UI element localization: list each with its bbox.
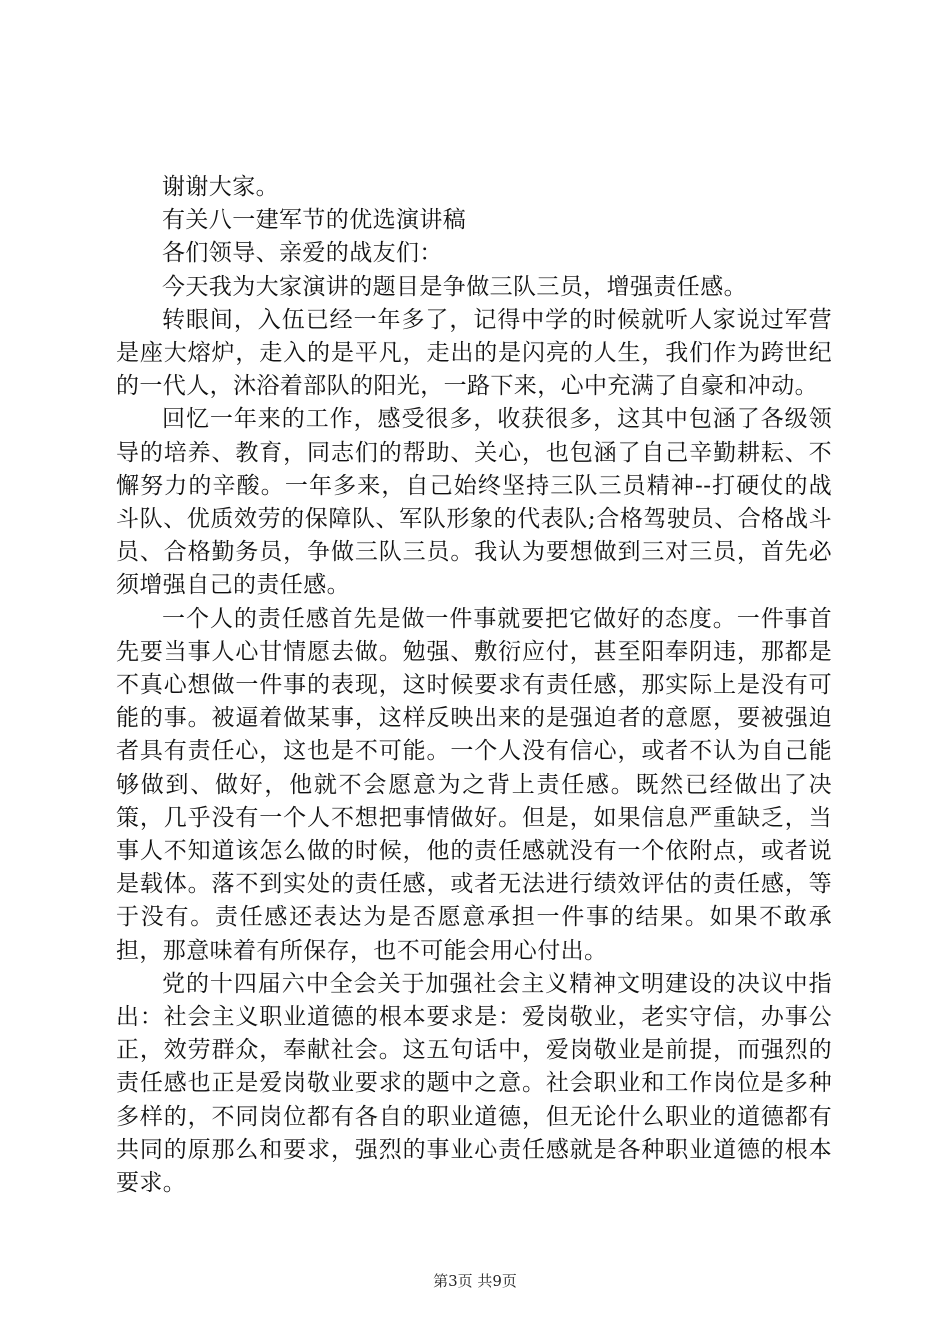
paragraph: 一个人的责任感首先是做一件事就要把它做好的态度。一件事首先要当事人心甘情愿去做。勉强、敷衍应付，甚至阳奉阴违，那都是不真心想做一件事的表现，这时候要求有责任感，那实际上是没有可能的事。被逼着做某事，这样反映出来的是强迫者的意愿，要被强迫者具有责任心，这也是不可能。一个人没有信心，或者不认为自己能够做到、做好，他就不会愿意为之背上责任感。既然已经做出了决策，几乎没有一个人不想把事情做好。但是，如果信息严重缺乏，当事人不知道该怎么做的时候，他的责任感就没有一个依附点，或者说是载体。落不到实处的责任感，或者无法进行绩效评估的责任感，等于没有。责任感还表达为是否愿意承担一件事的结果。如果不敢承担，那意味着有所保存，也不可能会用心付出。 (116, 605, 832, 964)
paragraph: 转眼间，入伍已经一年多了，记得中学的时候就听人家说过军营是座大熔炉，走入的是平凡，走出的是闪亮的人生，我们作为跨世纪的一代人，沐浴着部队的阳光，一路下来，心中充满了自豪和冲动。 (116, 306, 832, 400)
paragraph: 党的十四届六中全会关于加强社会主义精神文明建设的决议中指出：社会主义职业道德的根本要求是：爱岗敬业，老实守信，办事公正，效劳群众，奉献社会。这五句话中，爱岗敬业是前提，而强烈的责任感也正是爱岗敬业要求的题中之意。社会职业和工作岗位是多种多样的，不同岗位都有各自的职业道德，但无论什么职业的道德都有共同的原那么和要求，强烈的事业心责任感就是各种职业道德的根本要求。 (116, 970, 832, 1197)
paragraph: 回忆一年来的工作，感受很多，收获很多，这其中包涵了各级领导的培养、教育，同志们的帮助、关心，也包涵了自己辛勤耕耘、不懈努力的辛酸。一年多来，自己始终坚持三队三员精神--打硬仗的战斗队、优质效劳的保障队、军队形象的代表队;合格驾驶员、合格战斗员、合格勤务员，争做三队三员。我认为要想做到三对三员，首先必须增强自己的责任感。 (116, 406, 832, 599)
paragraph: 谢谢大家。 (162, 174, 279, 200)
page-number-footer: 第3页 共9页 (433, 1272, 517, 1290)
paragraph: 今天我为大家演讲的题目是争做三队三员，增强责任感。 (162, 273, 747, 300)
document-body (116, 171, 832, 1200)
salutation: 各们领导、亲爱的战友们： (162, 240, 443, 267)
speech-title: 有关八一建军节的优选演讲稿 (162, 207, 467, 234)
